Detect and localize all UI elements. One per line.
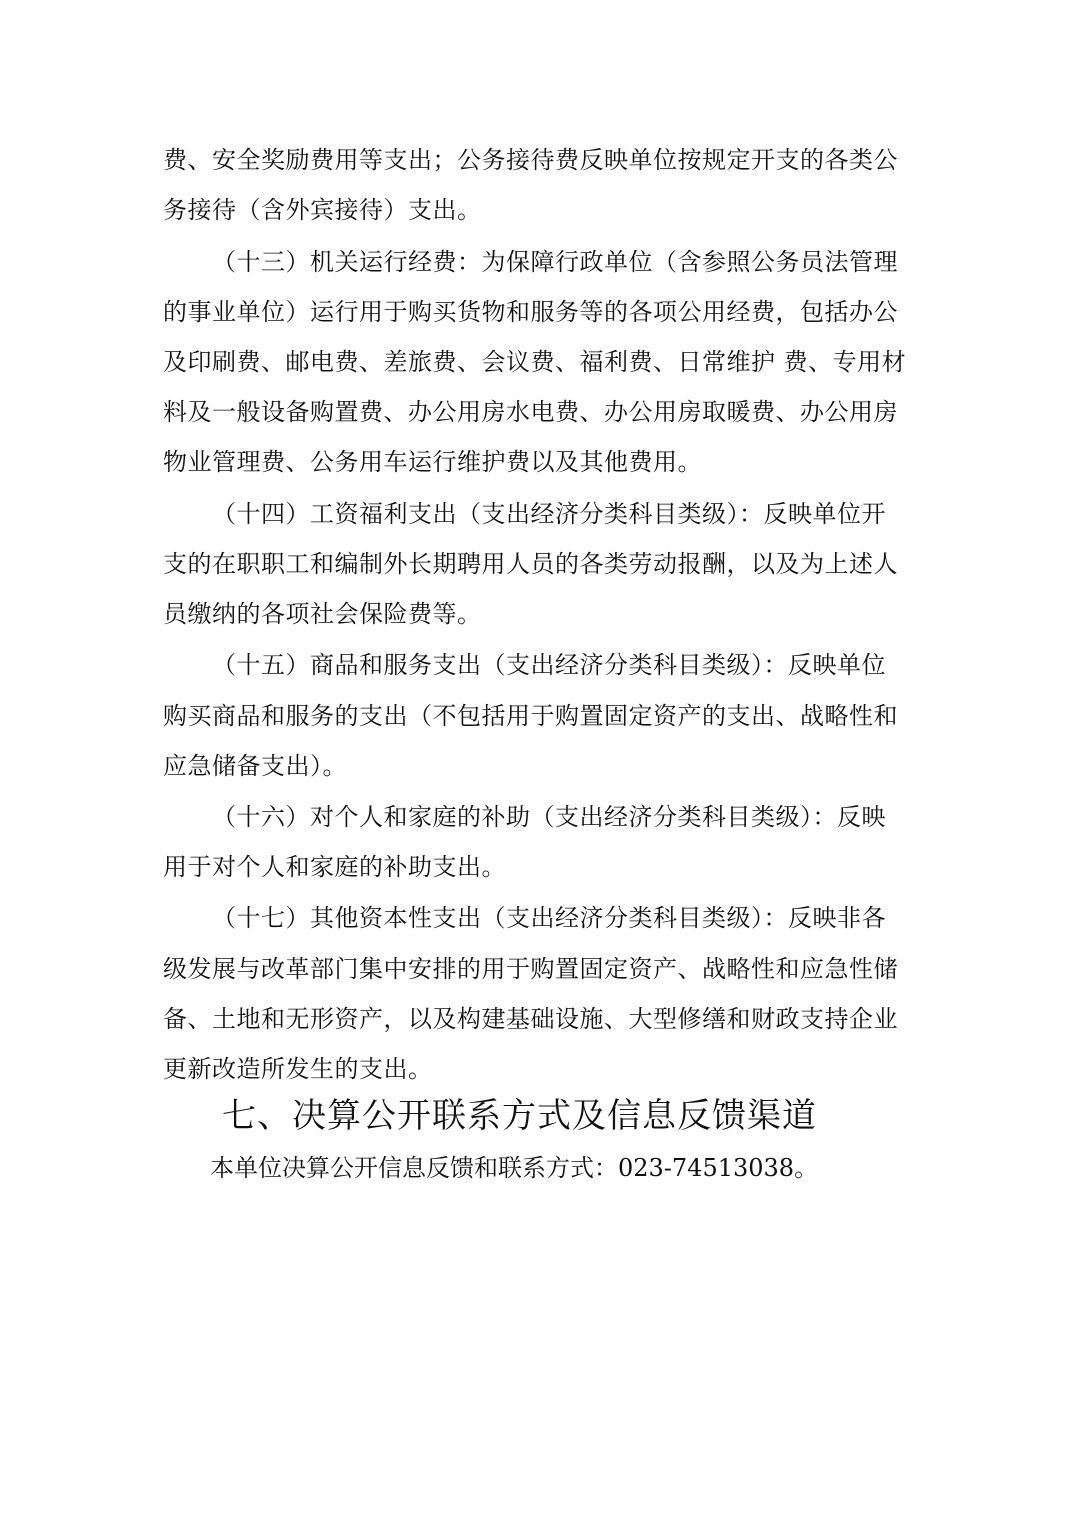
paragraph-line: 费、安全奖励费用等支出；公务接待费反映单位按规定开支的各类公 (163, 146, 898, 174)
paragraph-line: （十六）对个人和家庭的补助（支出经济分类科目类级）：反映 (212, 803, 886, 831)
paragraph-line: 员缴纳的各项社会保险费等。 (163, 600, 482, 628)
paragraph-line: 务接待（含外宾接待）支出。 (163, 196, 482, 224)
section-heading: 七、决算公开联系方式及信息反馈渠道 (222, 1096, 817, 1136)
paragraph-line: 物业管理费、公务用车运行维护费以及其他费用。 (163, 448, 702, 476)
paragraph-line: 购买商品和服务的支出（不包括用于购置固定资产的支出、战略性和 (163, 702, 898, 730)
paragraph-line: 及印刷费、邮电费、差旅费、会议费、福利费、日常维护 费、专用材 (163, 348, 907, 376)
paragraph-line: （十五）商品和服务支出（支出经济分类科目类级）：反映单位 (212, 651, 886, 679)
paragraph-line: （十三）机关运行经费：为保障行政单位（含参照公务员法管理 (212, 248, 898, 276)
paragraph-line: 料及一般设备购置费、办公用房水电费、办公用房取暖费、办公用房 (163, 398, 898, 426)
paragraph-line: （十四）工资福利支出（支出经济分类科目类级）：反映单位开 (212, 500, 886, 528)
paragraph-line: 用于对个人和家庭的补助支出。 (163, 853, 506, 881)
paragraph-line: 更新改造所发生的支出。 (163, 1055, 433, 1083)
paragraph-line: 支的在职职工和编制外长期聘用人员的各类劳动报酬，以及为上述人 (163, 550, 898, 578)
paragraph-line: 级发展与改革部门集中安排的用于购置固定资产、战略性和应急性储 (163, 955, 898, 983)
paragraph-line: （十七）其他资本性支出（支出经济分类科目类级）：反映非各 (212, 904, 886, 932)
paragraph-line: 的事业单位）运行用于购买货物和服务等的各项公用经费，包括办公 (163, 298, 898, 326)
contact-line: 本单位决算公开信息反馈和联系方式：023-74513038。 (210, 1154, 819, 1182)
paragraph-line: 备、土地和无形资产，以及构建基础设施、大型修缮和财政支持企业 (163, 1005, 898, 1033)
paragraph-line: 应急储备支出）。 (163, 752, 347, 780)
